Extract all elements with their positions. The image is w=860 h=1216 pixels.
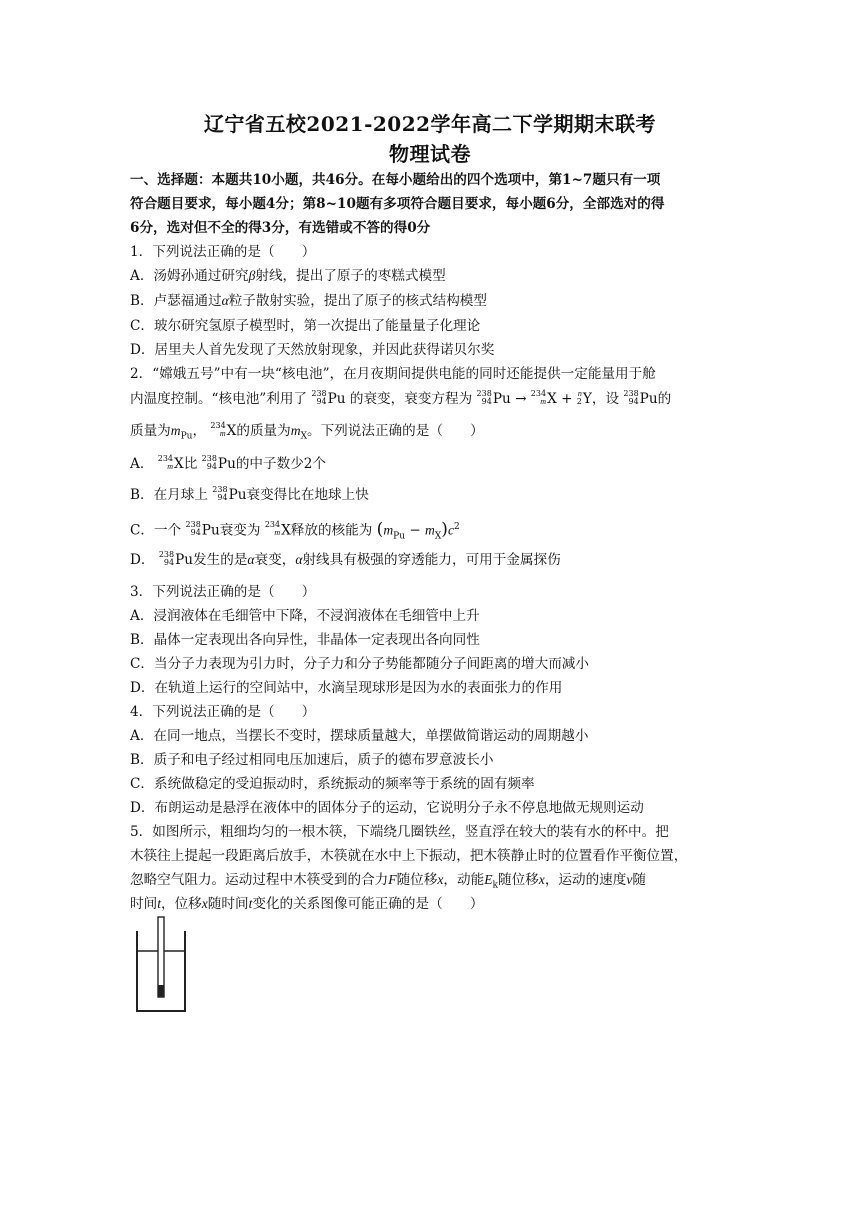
q4-option-a: A．在同一地点，当摆长不变时，摆球质量越大，单摆做简谐运动的周期越小 (130, 728, 589, 744)
q2-option-a: A． 234 m X比 238 94 Pu的中子数少2个 (130, 453, 327, 472)
section-instructions-line2: 符合题目要求，每小题4分；第8~10题有多项符合题目要求，每小题6分，全部选对的得 (130, 196, 665, 212)
q5-stem-line4: 时间t，位移x随时间t变化的关系图像可能正确的是（ ） (130, 896, 484, 912)
section-instructions-line1: 一、选择题：本题共10小题，共46分。在每小题给出的四个选项中，第1~7题只有一项 (130, 172, 661, 188)
q2-stem-line2: 内温度控制。“核电池”利用了 238 94 Pu 的衰变，衰变方程为 238 94 Pu → 234 m X + n 2 Y，设 238 94 Pu的 (130, 388, 672, 407)
q1-option-a: A．汤姆孙通过研究β射线，提出了原子的枣糕式模型 (130, 268, 446, 284)
q3-option-c: C．当分子力表现为引力时，分子力和分子势能都随分子间距离的增大而减小 (130, 656, 589, 672)
q5-stem-line2: 木筷往上提起一段距离后放手，木筷就在水中上下振动，把木筷静止时的位置看作平衡位置， (130, 848, 688, 864)
q2-stem-line1: 2．“嫦娥五号”中有一块“核电池”，在月夜期间提供电能的同时还能提供一定能量用于舱 (130, 366, 656, 382)
q1-option-b: B．卢瑟福通过α粒子散射实验，提出了原子的核式结构模型 (130, 293, 487, 309)
q1-stem: 1．下列说法正确的是（ ） (130, 244, 316, 260)
section-instructions-line3: 6分，选对但不全的得3分，有选错或不答的得0分 (130, 220, 431, 236)
q2-option-b: B．在月球上 238 94 Pu衰变得比在地球上快 (130, 484, 369, 503)
page-title: 辽宁省五校2021-2022学年高二下学期期末联考 (203, 112, 657, 136)
q4-option-b: B．质子和电子经过相同电压加速后，质子的德布罗意波长小 (130, 752, 494, 768)
iron-wire (158, 985, 164, 997)
q1-option-d: D．居里夫人首先发现了天然放射现象，并因此获得诺贝尔奖 (130, 342, 495, 358)
q4-option-d: D．布朗运动是悬浮在液体中的固体分子的运动，它说明分子永不停息地做无规则运动 (130, 800, 644, 816)
q2-option-c: C．一个 238 94 Pu衰变为 234 m X释放的核能为 $(m_{Pu} - m_X)c^2$ (130, 519, 460, 542)
q5-stem-line3: 忽略空气阻力。运动过程中木筷受到的合力F随位移x，动能$E_k$随位移x，运动的速度v随 (130, 872, 647, 891)
q3-option-b: B．晶体一定表现出各向异性，非晶体一定表现出各向同性 (130, 632, 480, 648)
q2-option-d: D． 238 94 Pu发生的是α衰变，α射线具有极强的穿透能力，可用于金属探伤 (130, 549, 561, 568)
q3-option-d: D．在轨道上运行的空间站中，水滴呈现球形是因为水的表面张力的作用 (130, 680, 563, 696)
q2-stem-line3: 质量为$m_{Pu}$， 234 m X的质量为$m_X$。下列说法正确的是（ ） (130, 420, 484, 442)
q1-option-c: C．玻尔研究氢原子模型时，第一次提出了能量量子化理论 (130, 318, 481, 334)
q4-option-c: C．系统做稳定的受迫振动时，系统振动的频率等于系统的固有频率 (130, 776, 535, 792)
page-subtitle: 物理试卷 (389, 142, 471, 166)
q5-stem-line1: 5．如图所示，粗细均匀的一根木筷，下端绕几圈铁丝，竖直浮在较大的装有水的杯中。把 (130, 824, 669, 840)
q3-stem: 3．下列说法正确的是（ ） (130, 584, 316, 600)
q4-stem: 4．下列说法正确的是（ ） (130, 704, 316, 720)
q3-option-a: A．浸润液体在毛细管中下降，不浸润液体在毛细管中上升 (130, 608, 480, 624)
chopstick-in-cup-figure (130, 915, 190, 1015)
